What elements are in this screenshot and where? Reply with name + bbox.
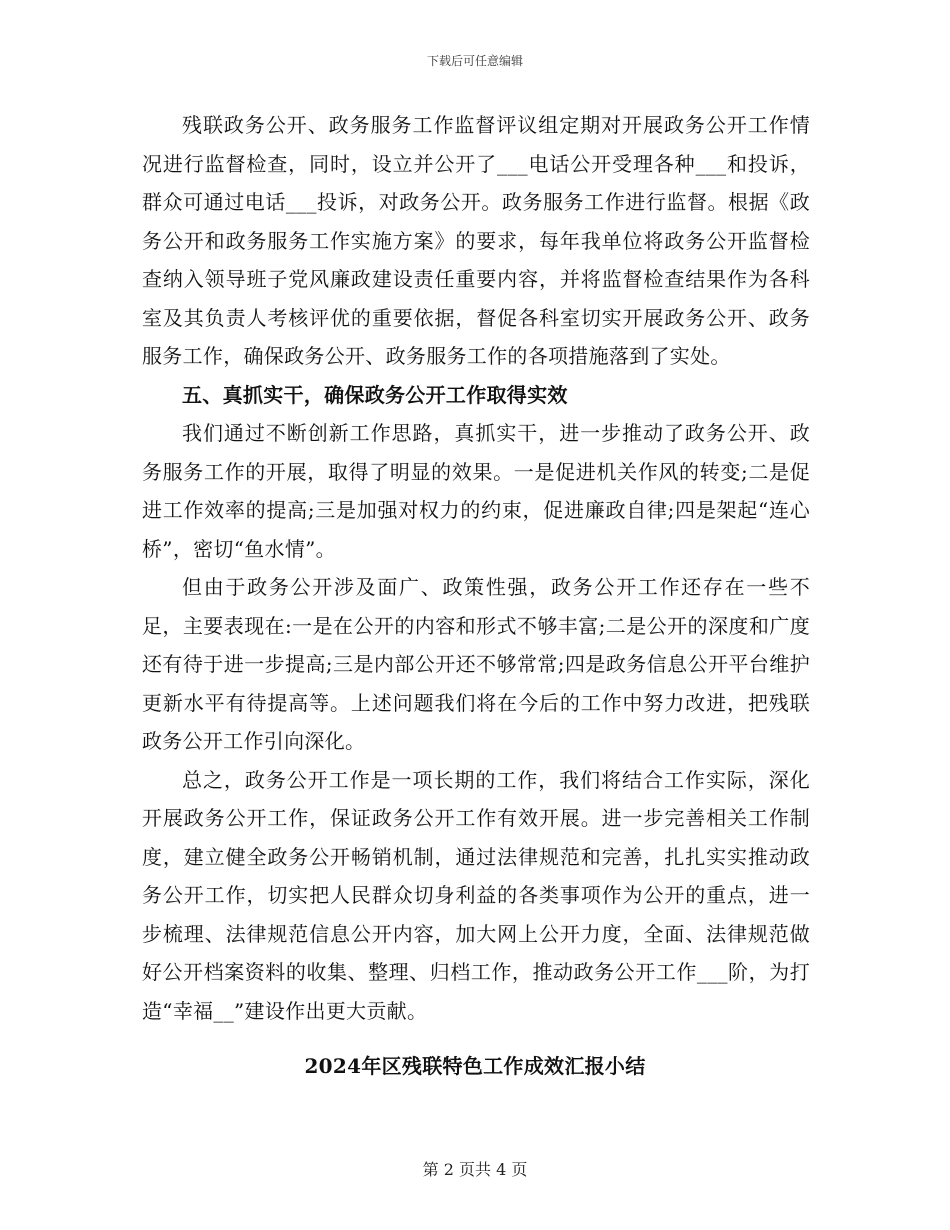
paragraph-results: 我们通过不断创新工作思路，真抓实干，进一步推动了政务公开、政务服务工作的开展，取得了明显的效果。一是促进机关作风的转变;二是促进工作效率的提高;三是加强对权力的约束，促进廉政自律;四是架起“连心桥”，密切“鱼水情”。 [142, 421, 810, 561]
page-footer: 第 2 页共 4 页 [422, 1160, 528, 1179]
section-heading-five: 五、真抓实干，确保政务公开工作取得实效 [182, 382, 568, 407]
next-document-title: 2024年区残联特色工作成效汇报小结 [304, 1054, 646, 1078]
page-header: 下载后可任意编辑 [426, 54, 523, 68]
document-body [142, 106, 810, 1030]
paragraph-supervision: 残联政务公开、政务服务工作监督评议组定期对开展政务公开工作情况进行监督检查，同时，设立并公开了___电话公开受理各种___和投诉，群众可通过电话___投诉，对政务公开。政务服务工作进行监督。根据《政务公开和政务服务工作实施方案》的要求，每年我单位将政务公开监督检查纳入领导班子党风廉政建设责任重要内容，并将监督检查结果作为各科室及其负责人考核评优的重要依据，督促各科室切实开展政务公开、政务服务工作，确保政务公开、政务服务工作的各项措施落到了实处。 [142, 113, 810, 368]
paragraph-shortcomings: 但由于政务公开涉及面广、政策性强，政务公开工作还存在一些不足，主要表现在:一是在公开的内容和形式不够丰富;二是公开的深度和广度还有待于进一步提高;三是内部公开还不够常常;四是政务信息公开平台维护更新水平有待提高等。上述问题我们将在今后的工作中努力改进，把残联政务公开工作引向深化。 [142, 575, 810, 753]
paragraph-conclusion: 总之，政务公开工作是一项长期的工作，我们将结合工作实际，深化开展政务公开工作，保证政务公开工作有效开展。进一步完善相关工作制度，建立健全政务公开畅销机制，通过法律规范和完善，扎扎实实推动政务公开工作，切实把人民群众切身利益的各类事项作为公开的重点，进一步梳理、法律规范信息公开内容，加大网上公开力度，全面、法律规范做好公开档案资料的收集、整理、归档工作，推动政务公开工作___阶，为打造“幸福__”建设作出更大贡献。 [142, 767, 810, 1023]
